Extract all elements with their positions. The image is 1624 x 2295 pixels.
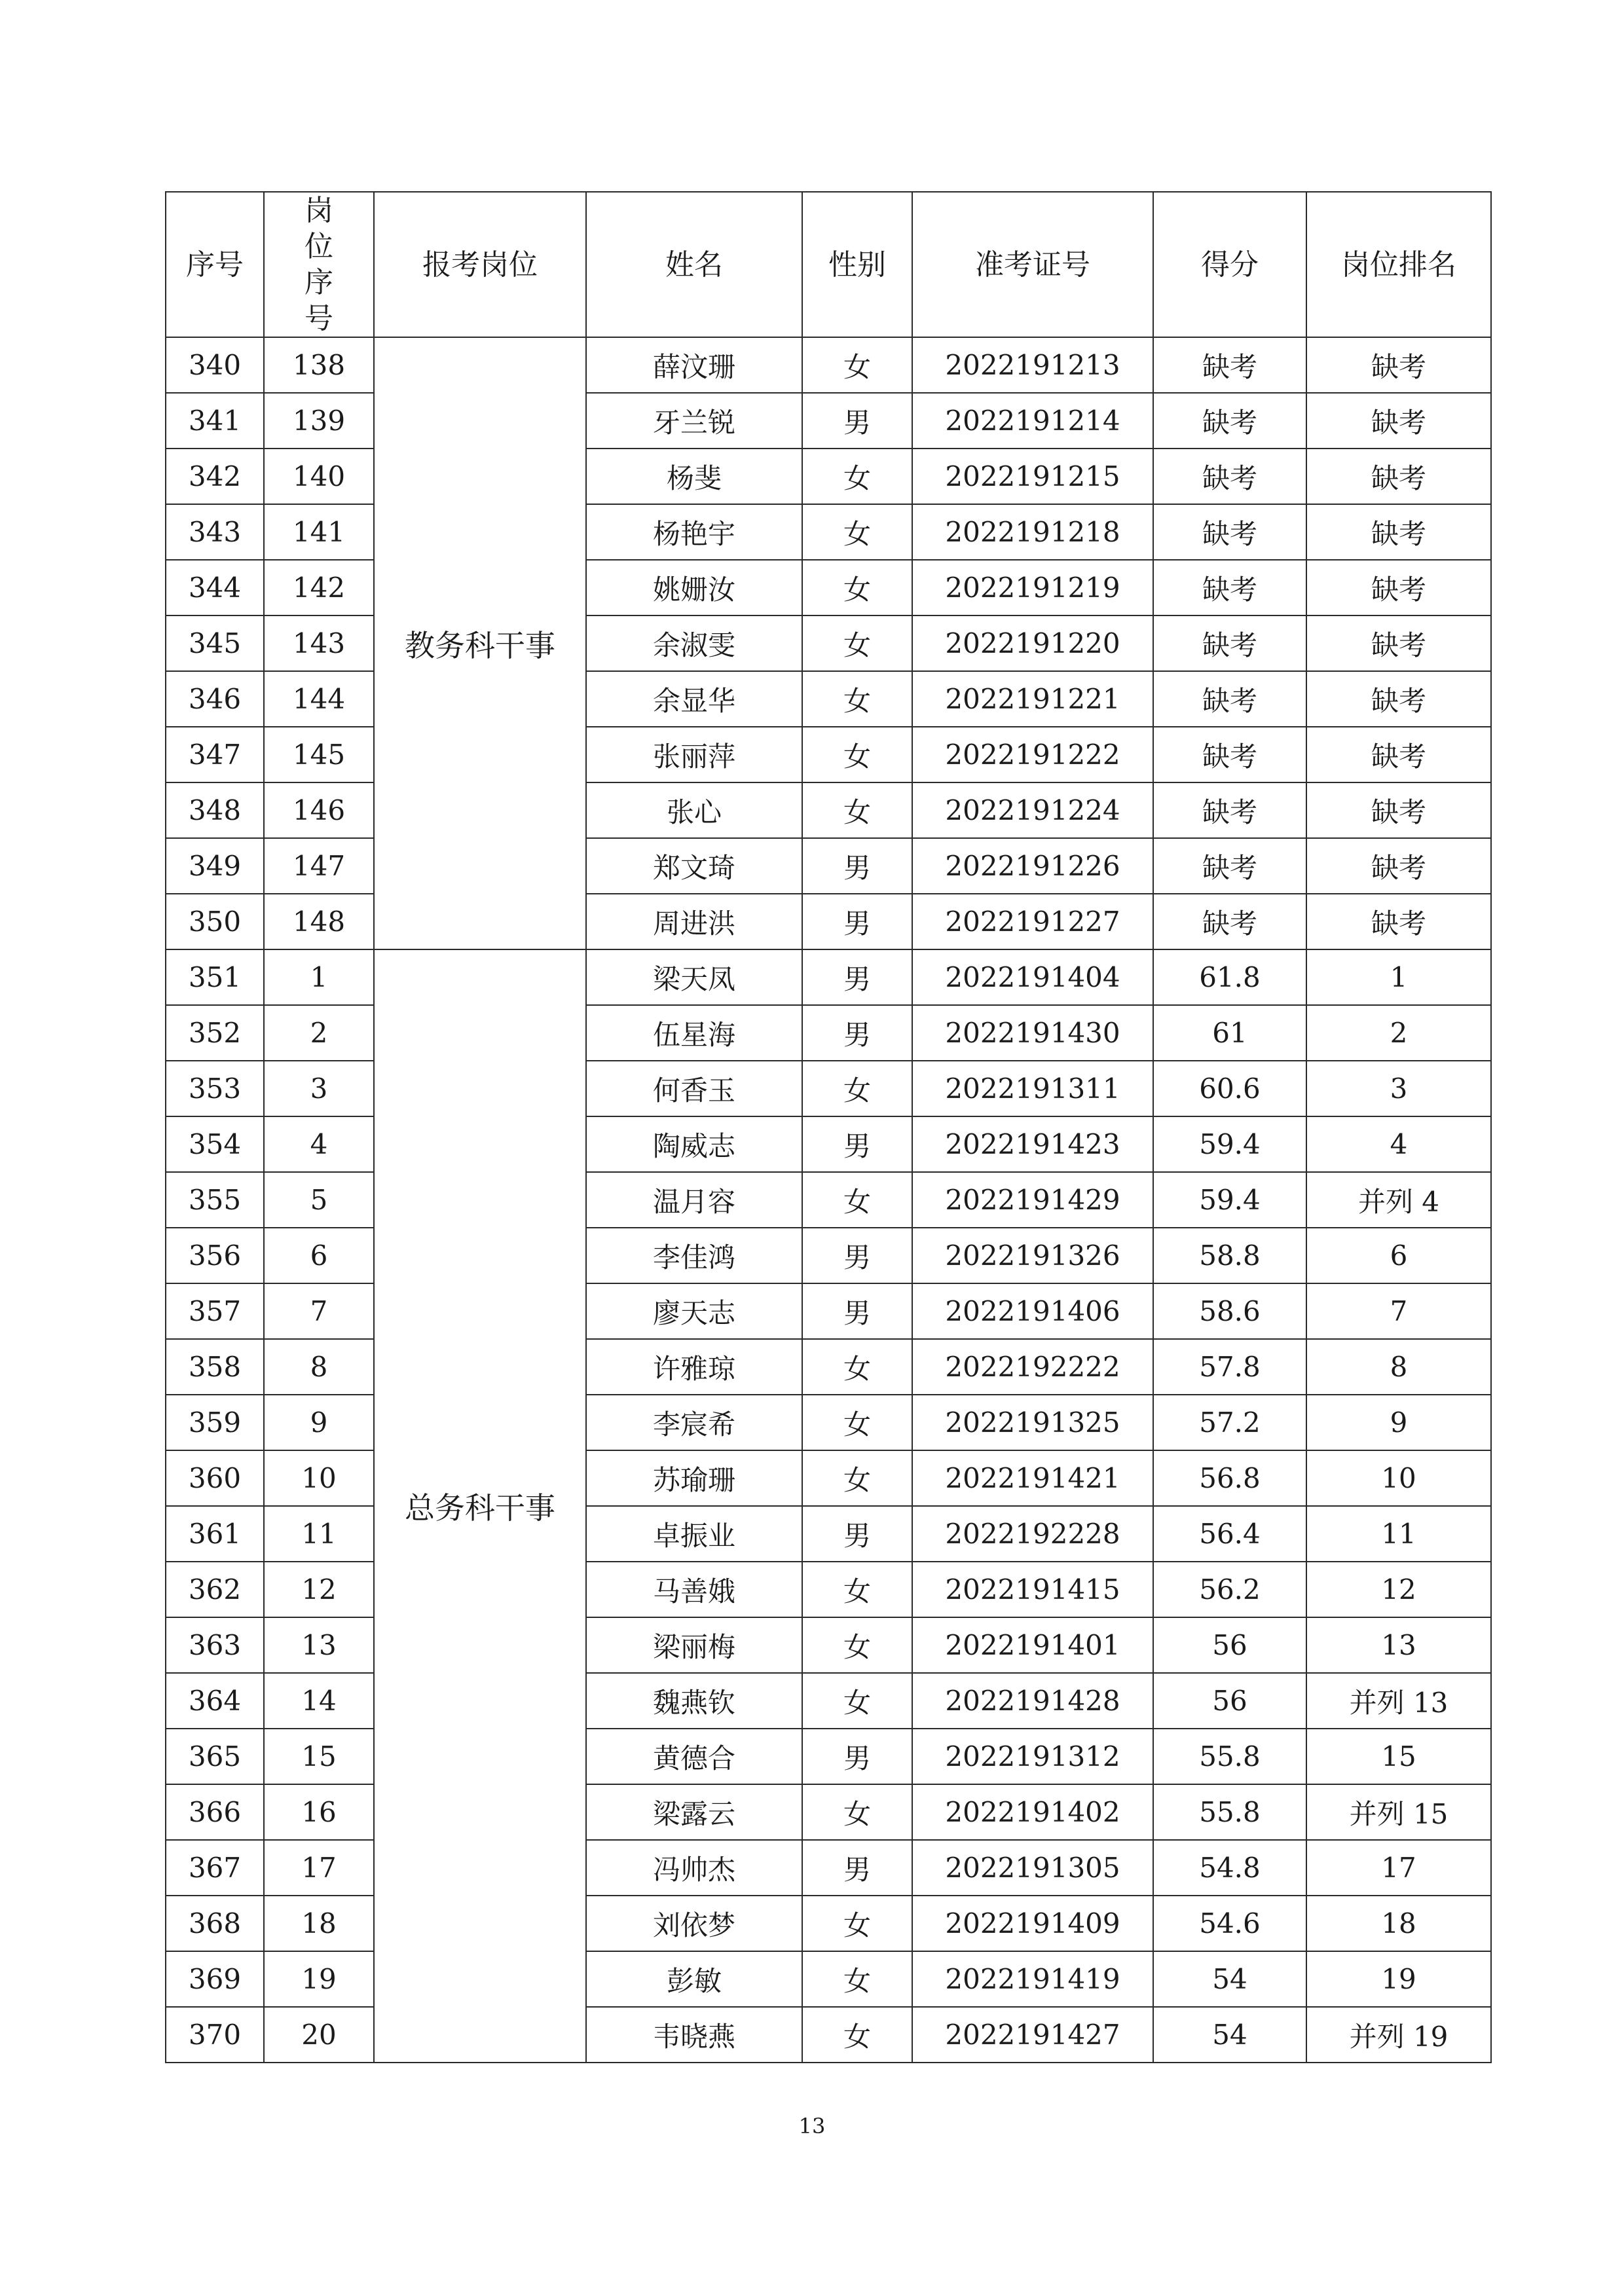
gender-cell: 女 xyxy=(802,560,912,615)
column-header: 得分 xyxy=(1153,192,1306,337)
score-cell: 56.4 xyxy=(1153,1506,1306,1562)
score-cell: 56 xyxy=(1153,1673,1306,1729)
exam-id-cell: 2022191326 xyxy=(912,1228,1153,1283)
table-row xyxy=(166,782,1491,838)
position-number-cell: 141 xyxy=(264,504,374,560)
score-cell: 55.8 xyxy=(1153,1729,1306,1784)
row-number-cell: 369 xyxy=(166,1951,264,2007)
gender-cell: 男 xyxy=(802,1506,912,1562)
exam-id-cell: 2022192228 xyxy=(912,1506,1153,1562)
position-number-cell: 147 xyxy=(264,838,374,894)
position-rank-cell: 缺考 xyxy=(1306,393,1491,449)
position-number-cell: 144 xyxy=(264,671,374,727)
row-number-cell: 349 xyxy=(166,838,264,894)
score-cell: 61 xyxy=(1153,1005,1306,1061)
position-rank-cell: 9 xyxy=(1306,1395,1491,1450)
position-number-cell: 14 xyxy=(264,1673,374,1729)
name-cell: 韦晓燕 xyxy=(586,2007,802,2063)
gender-cell: 男 xyxy=(802,1116,912,1172)
exam-id-cell: 2022191325 xyxy=(912,1395,1153,1450)
position-number-cell: 12 xyxy=(264,1562,374,1617)
gender-cell: 女 xyxy=(802,2007,912,2063)
exam-id-cell: 2022191401 xyxy=(912,1617,1153,1673)
name-cell: 杨艳宇 xyxy=(586,504,802,560)
table-row xyxy=(166,1896,1491,1951)
row-number-cell: 357 xyxy=(166,1283,264,1339)
row-number-cell: 341 xyxy=(166,393,264,449)
position-number-cell: 15 xyxy=(264,1729,374,1784)
gender-cell: 女 xyxy=(802,1339,912,1395)
score-cell: 58.6 xyxy=(1153,1283,1306,1339)
score-cell: 54 xyxy=(1153,1951,1306,2007)
exam-id-cell: 2022191220 xyxy=(912,615,1153,671)
position-rank-cell: 1 xyxy=(1306,949,1491,1005)
exam-id-cell: 2022191222 xyxy=(912,727,1153,782)
exam-id-cell: 2022191409 xyxy=(912,1896,1153,1951)
exam-id-cell: 2022191213 xyxy=(912,337,1153,393)
position-rank-cell: 缺考 xyxy=(1306,560,1491,615)
gender-cell: 男 xyxy=(802,393,912,449)
gender-cell: 女 xyxy=(802,1673,912,1729)
name-cell: 牙兰锐 xyxy=(586,393,802,449)
name-cell: 许雅琼 xyxy=(586,1339,802,1395)
score-cell: 缺考 xyxy=(1153,504,1306,560)
position-rank-cell: 13 xyxy=(1306,1617,1491,1673)
row-number-cell: 350 xyxy=(166,894,264,949)
row-number-cell: 362 xyxy=(166,1562,264,1617)
gender-cell: 女 xyxy=(802,1562,912,1617)
position-number-cell: 19 xyxy=(264,1951,374,2007)
position-number-cell: 6 xyxy=(264,1228,374,1283)
position-rank-cell: 缺考 xyxy=(1306,337,1491,393)
position-rank-cell: 缺考 xyxy=(1306,894,1491,949)
name-cell: 彭敏 xyxy=(586,1951,802,2007)
row-number-cell: 342 xyxy=(166,449,264,504)
row-number-cell: 361 xyxy=(166,1506,264,1562)
exam-id-cell: 2022191227 xyxy=(912,894,1153,949)
score-cell: 缺考 xyxy=(1153,838,1306,894)
position-number-cell: 11 xyxy=(264,1506,374,1562)
gender-cell: 女 xyxy=(802,671,912,727)
score-cell: 54 xyxy=(1153,2007,1306,2063)
exam-id-cell: 2022191427 xyxy=(912,2007,1153,2063)
gender-cell: 男 xyxy=(802,1283,912,1339)
table-row xyxy=(166,1840,1491,1896)
position-number-cell: 1 xyxy=(264,949,374,1005)
column-header: 岗位排名 xyxy=(1306,192,1491,337)
score-cell: 59.4 xyxy=(1153,1172,1306,1228)
table-row xyxy=(166,894,1491,949)
gender-cell: 男 xyxy=(802,1005,912,1061)
name-cell: 刘依梦 xyxy=(586,1896,802,1951)
exam-id-cell: 2022191218 xyxy=(912,504,1153,560)
position-rank-cell: 11 xyxy=(1306,1506,1491,1562)
position-number-cell: 4 xyxy=(264,1116,374,1172)
gender-cell: 男 xyxy=(802,1729,912,1784)
gender-cell: 男 xyxy=(802,949,912,1005)
position-rank-cell: 并列 15 xyxy=(1306,1784,1491,1840)
score-cell: 缺考 xyxy=(1153,727,1306,782)
position-number-cell: 10 xyxy=(264,1450,374,1506)
row-number-cell: 356 xyxy=(166,1228,264,1283)
exam-id-cell: 2022191305 xyxy=(912,1840,1153,1896)
position-rank-cell: 18 xyxy=(1306,1896,1491,1951)
gender-cell: 女 xyxy=(802,782,912,838)
position-number-cell: 145 xyxy=(264,727,374,782)
row-number-cell: 352 xyxy=(166,1005,264,1061)
exam-id-cell: 2022191423 xyxy=(912,1116,1153,1172)
name-cell: 马善娥 xyxy=(586,1562,802,1617)
row-number-cell: 347 xyxy=(166,727,264,782)
name-cell: 梁露云 xyxy=(586,1784,802,1840)
name-cell: 薛汶珊 xyxy=(586,337,802,393)
table-row xyxy=(166,1228,1491,1283)
name-cell: 魏燕钦 xyxy=(586,1673,802,1729)
row-number-cell: 370 xyxy=(166,2007,264,2063)
position-rank-cell: 2 xyxy=(1306,1005,1491,1061)
page-number: 13 xyxy=(798,2114,826,2139)
score-cell: 59.4 xyxy=(1153,1116,1306,1172)
gender-cell: 女 xyxy=(802,1951,912,2007)
column-header: 准考证号 xyxy=(912,192,1153,337)
exam-id-cell: 2022191406 xyxy=(912,1283,1153,1339)
exam-id-cell: 2022191430 xyxy=(912,1005,1153,1061)
name-cell: 余淑雯 xyxy=(586,615,802,671)
table-row xyxy=(166,2007,1491,2063)
position-rank-cell: 缺考 xyxy=(1306,449,1491,504)
gender-cell: 女 xyxy=(802,1450,912,1506)
row-number-cell: 364 xyxy=(166,1673,264,1729)
position-number-cell: 9 xyxy=(264,1395,374,1450)
position-rank-cell: 缺考 xyxy=(1306,504,1491,560)
table-row xyxy=(166,1729,1491,1784)
position-rank-cell: 缺考 xyxy=(1306,782,1491,838)
position-number-cell: 8 xyxy=(264,1339,374,1395)
position-number-cell: 143 xyxy=(264,615,374,671)
position-number-cell: 5 xyxy=(264,1172,374,1228)
table-row xyxy=(166,1450,1491,1506)
table-row xyxy=(166,615,1491,671)
table-row xyxy=(166,1673,1491,1729)
exam-id-cell: 2022191224 xyxy=(912,782,1153,838)
row-number-cell: 363 xyxy=(166,1617,264,1673)
table-row xyxy=(166,727,1491,782)
exam-id-cell: 2022191312 xyxy=(912,1729,1153,1784)
position-number-cell: 146 xyxy=(264,782,374,838)
position-number-cell: 20 xyxy=(264,2007,374,2063)
position-rank-cell: 15 xyxy=(1306,1729,1491,1784)
score-cell: 57.8 xyxy=(1153,1339,1306,1395)
row-number-cell: 366 xyxy=(166,1784,264,1840)
name-cell: 陶威志 xyxy=(586,1116,802,1172)
exam-id-cell: 2022191429 xyxy=(912,1172,1153,1228)
row-number-cell: 359 xyxy=(166,1395,264,1450)
position-number-cell: 139 xyxy=(264,393,374,449)
gender-cell: 女 xyxy=(802,1617,912,1673)
position-rank-cell: 7 xyxy=(1306,1283,1491,1339)
position-number-cell: 140 xyxy=(264,449,374,504)
row-number-cell: 340 xyxy=(166,337,264,393)
position-rank-cell: 6 xyxy=(1306,1228,1491,1283)
score-cell: 61.8 xyxy=(1153,949,1306,1005)
exam-id-cell: 2022191404 xyxy=(912,949,1153,1005)
exam-id-cell: 2022191311 xyxy=(912,1061,1153,1116)
position-number-cell: 17 xyxy=(264,1840,374,1896)
table-row xyxy=(166,1116,1491,1172)
score-cell: 57.2 xyxy=(1153,1395,1306,1450)
row-number-cell: 345 xyxy=(166,615,264,671)
exam-id-cell: 2022191219 xyxy=(912,560,1153,615)
position-number-cell: 18 xyxy=(264,1896,374,1951)
gender-cell: 男 xyxy=(802,1228,912,1283)
score-table xyxy=(165,191,1492,2063)
score-cell: 缺考 xyxy=(1153,449,1306,504)
name-cell: 余显华 xyxy=(586,671,802,727)
position-number-cell: 3 xyxy=(264,1061,374,1116)
position-rank-cell: 缺考 xyxy=(1306,727,1491,782)
table-row xyxy=(166,1283,1491,1339)
table-row xyxy=(166,1172,1491,1228)
column-header: 序号 xyxy=(166,192,264,337)
row-number-cell: 367 xyxy=(166,1840,264,1896)
name-cell: 冯帅杰 xyxy=(586,1840,802,1896)
position-number-cell: 13 xyxy=(264,1617,374,1673)
column-header: 报考岗位 xyxy=(374,192,586,337)
exam-id-cell: 2022191221 xyxy=(912,671,1153,727)
name-cell: 苏瑜珊 xyxy=(586,1450,802,1506)
gender-cell: 女 xyxy=(802,1395,912,1450)
score-cell: 缺考 xyxy=(1153,615,1306,671)
score-cell: 58.8 xyxy=(1153,1228,1306,1283)
table-row xyxy=(166,449,1491,504)
score-cell: 缺考 xyxy=(1153,393,1306,449)
name-cell: 梁丽梅 xyxy=(586,1617,802,1673)
gender-cell: 男 xyxy=(802,1840,912,1896)
gender-cell: 女 xyxy=(802,1896,912,1951)
gender-cell: 女 xyxy=(802,337,912,393)
name-cell: 姚姗汝 xyxy=(586,560,802,615)
position-number-cell: 148 xyxy=(264,894,374,949)
gender-cell: 女 xyxy=(802,504,912,560)
score-cell: 54.6 xyxy=(1153,1896,1306,1951)
name-cell: 张丽萍 xyxy=(586,727,802,782)
table-body xyxy=(166,337,1491,2063)
position-rank-cell: 19 xyxy=(1306,1951,1491,2007)
name-cell: 廖天志 xyxy=(586,1283,802,1339)
gender-cell: 女 xyxy=(802,727,912,782)
score-cell: 缺考 xyxy=(1153,337,1306,393)
position-rank-cell: 4 xyxy=(1306,1116,1491,1172)
position-number-cell: 7 xyxy=(264,1283,374,1339)
score-cell: 56 xyxy=(1153,1617,1306,1673)
position-rank-cell: 17 xyxy=(1306,1840,1491,1896)
gender-cell: 女 xyxy=(802,1172,912,1228)
row-number-cell: 365 xyxy=(166,1729,264,1784)
row-number-cell: 343 xyxy=(166,504,264,560)
row-number-cell: 358 xyxy=(166,1339,264,1395)
table-row xyxy=(166,560,1491,615)
table-row xyxy=(166,1395,1491,1450)
score-cell: 54.8 xyxy=(1153,1840,1306,1896)
score-cell: 缺考 xyxy=(1153,560,1306,615)
table-row xyxy=(166,1506,1491,1562)
position-group-cell: 教务科干事 xyxy=(374,337,586,949)
exam-id-cell: 2022191215 xyxy=(912,449,1153,504)
name-cell: 梁天凤 xyxy=(586,949,802,1005)
gender-cell: 女 xyxy=(802,1061,912,1116)
table-row xyxy=(166,393,1491,449)
gender-cell: 女 xyxy=(802,615,912,671)
position-rank-cell: 12 xyxy=(1306,1562,1491,1617)
score-cell: 缺考 xyxy=(1153,782,1306,838)
score-cell: 56.8 xyxy=(1153,1450,1306,1506)
column-header: 姓名 xyxy=(586,192,802,337)
table-row xyxy=(166,671,1491,727)
row-number-cell: 354 xyxy=(166,1116,264,1172)
gender-cell: 女 xyxy=(802,449,912,504)
table-row xyxy=(166,504,1491,560)
position-rank-cell: 缺考 xyxy=(1306,671,1491,727)
position-rank-cell: 并列 19 xyxy=(1306,2007,1491,2063)
table-row xyxy=(166,1562,1491,1617)
name-cell: 杨斐 xyxy=(586,449,802,504)
header-row xyxy=(166,192,1491,337)
name-cell: 温月容 xyxy=(586,1172,802,1228)
position-rank-cell: 并列 13 xyxy=(1306,1673,1491,1729)
score-cell: 60.6 xyxy=(1153,1061,1306,1116)
name-cell: 张心 xyxy=(586,782,802,838)
name-cell: 李宸希 xyxy=(586,1395,802,1450)
name-cell: 李佳鸿 xyxy=(586,1228,802,1283)
position-rank-cell: 缺考 xyxy=(1306,615,1491,671)
name-cell: 伍星海 xyxy=(586,1005,802,1061)
exam-id-cell: 2022191419 xyxy=(912,1951,1153,2007)
table-row xyxy=(166,949,1491,1005)
name-cell: 何香玉 xyxy=(586,1061,802,1116)
row-number-cell: 346 xyxy=(166,671,264,727)
score-cell: 56.2 xyxy=(1153,1562,1306,1617)
score-cell: 缺考 xyxy=(1153,671,1306,727)
table-row xyxy=(166,1784,1491,1840)
gender-cell: 男 xyxy=(802,838,912,894)
table-row xyxy=(166,337,1491,393)
exam-id-cell: 2022191428 xyxy=(912,1673,1153,1729)
row-number-cell: 348 xyxy=(166,782,264,838)
row-number-cell: 355 xyxy=(166,1172,264,1228)
position-rank-cell: 并列 4 xyxy=(1306,1172,1491,1228)
exam-id-cell: 2022192222 xyxy=(912,1339,1153,1395)
position-number-cell: 2 xyxy=(264,1005,374,1061)
score-cell: 缺考 xyxy=(1153,894,1306,949)
column-header: 岗位序号 xyxy=(264,192,374,337)
table-row xyxy=(166,1617,1491,1673)
row-number-cell: 353 xyxy=(166,1061,264,1116)
position-number-cell: 142 xyxy=(264,560,374,615)
name-cell: 周进洪 xyxy=(586,894,802,949)
table-row xyxy=(166,1951,1491,2007)
position-rank-cell: 3 xyxy=(1306,1061,1491,1116)
row-number-cell: 368 xyxy=(166,1896,264,1951)
exam-id-cell: 2022191214 xyxy=(912,393,1153,449)
gender-cell: 男 xyxy=(802,894,912,949)
position-rank-cell: 缺考 xyxy=(1306,838,1491,894)
name-cell: 郑文琦 xyxy=(586,838,802,894)
row-number-cell: 360 xyxy=(166,1450,264,1506)
position-rank-cell: 8 xyxy=(1306,1339,1491,1395)
exam-id-cell: 2022191226 xyxy=(912,838,1153,894)
row-number-cell: 344 xyxy=(166,560,264,615)
score-cell: 55.8 xyxy=(1153,1784,1306,1840)
position-group-cell: 总务科干事 xyxy=(374,949,586,2063)
exam-id-cell: 2022191415 xyxy=(912,1562,1153,1617)
table-row xyxy=(166,1005,1491,1061)
exam-id-cell: 2022191421 xyxy=(912,1450,1153,1506)
gender-cell: 女 xyxy=(802,1784,912,1840)
position-rank-cell: 10 xyxy=(1306,1450,1491,1506)
column-header: 性别 xyxy=(802,192,912,337)
name-cell: 黄德合 xyxy=(586,1729,802,1784)
row-number-cell: 351 xyxy=(166,949,264,1005)
name-cell: 卓振业 xyxy=(586,1506,802,1562)
table-row xyxy=(166,1061,1491,1116)
exam-id-cell: 2022191402 xyxy=(912,1784,1153,1840)
position-number-cell: 16 xyxy=(264,1784,374,1840)
table-row xyxy=(166,838,1491,894)
position-number-cell: 138 xyxy=(264,337,374,393)
table-row xyxy=(166,1339,1491,1395)
